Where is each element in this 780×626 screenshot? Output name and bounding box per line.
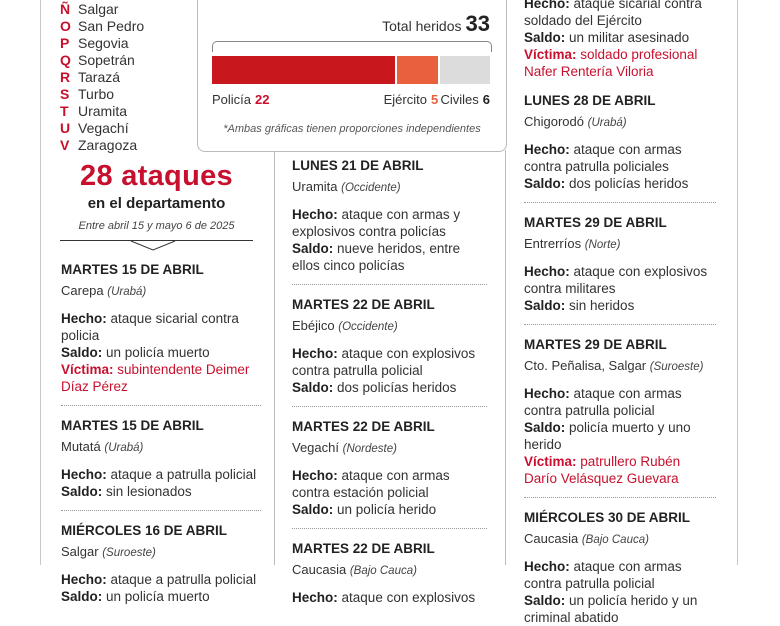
place-name: Cto. Peñalisa, Salgar <box>524 358 647 373</box>
fact-hecho <box>524 0 719 29</box>
fact-saldo-text: un policía herido <box>337 502 437 517</box>
entry-place <box>61 438 261 457</box>
fact-hecho <box>524 263 716 297</box>
fact-hecho-label: Hecho: <box>61 467 107 482</box>
fact-hecho-label: Hecho: <box>524 264 570 279</box>
entry-place <box>524 530 716 549</box>
fact-hecho-text: ataque con armas contra estación policial <box>292 468 450 500</box>
entry-date: MIÉRCOLES 16 DE ABRIL <box>61 523 228 538</box>
fact-hecho-text: ataque a patrulla policial <box>110 467 257 482</box>
fact-saldo-label: Saldo: <box>61 589 103 604</box>
spacer <box>524 549 716 558</box>
timeline-column-3 <box>524 92 716 626</box>
fact-saldo-label: Saldo: <box>524 30 566 45</box>
fact-hecho <box>292 467 487 501</box>
entry-separator <box>524 497 716 499</box>
place-name: Entrerríos <box>524 236 582 251</box>
legend-town: Tarazá <box>78 69 121 85</box>
place-name: Caucasia <box>292 562 347 577</box>
entry-separator <box>524 202 716 204</box>
fact-hecho-text: ataque con explosivos <box>341 590 476 605</box>
attack-entry <box>524 336 716 487</box>
bar-label-value: 6 <box>482 92 490 107</box>
fact-saldo-text: policía muerto y uno herido <box>524 420 691 452</box>
spacer <box>61 301 261 310</box>
bar-label-value: 22 <box>255 92 270 107</box>
bar-label-name: Ejército <box>383 92 427 107</box>
spacer <box>292 197 487 206</box>
fact-hecho <box>292 206 487 240</box>
fact-saldo-text: un policía herido y un criminal abatido <box>524 593 698 625</box>
fact-saldo <box>61 344 261 361</box>
place-region: (Suroeste) <box>649 361 704 373</box>
entry-date: MARTES 22 DE ABRIL <box>292 419 435 434</box>
attack-entry <box>292 418 487 518</box>
fact-saldo <box>524 592 716 626</box>
place-region: (Bajo Cauca) <box>581 534 649 546</box>
bar-label-value: 5 <box>430 92 439 107</box>
fact-hecho-text: ataque con armas contra patrulla policial <box>524 559 682 591</box>
fact-saldo-text: un policía muerto <box>106 345 210 360</box>
legend-letter: U <box>60 120 71 136</box>
attack-entry <box>524 92 716 192</box>
chevron-down-icon <box>130 241 176 251</box>
fact-saldo <box>61 588 261 605</box>
attack-entry <box>524 214 716 314</box>
legend-item <box>60 18 144 34</box>
fact-victima-text: subintendente Deimer Díaz Pérez <box>61 362 250 394</box>
legend-town: Zaragoza <box>78 137 138 153</box>
entry-separator <box>524 324 716 326</box>
legend-item <box>60 103 127 119</box>
place-region: (Occidente) <box>338 321 398 333</box>
legend-letter: P <box>60 35 70 51</box>
fact-hecho-label: Hecho: <box>524 0 570 11</box>
legend-letter: S <box>60 86 70 102</box>
entry-separator <box>292 528 487 530</box>
entry-date: MARTES 29 DE ABRIL <box>524 337 667 352</box>
entry-date: LUNES 28 DE ABRIL <box>524 93 656 108</box>
fact-saldo <box>292 379 487 396</box>
spacer <box>524 376 716 385</box>
chart-note: *Ambas gráficas tienen proporciones independientes <box>223 123 481 135</box>
legend-item <box>60 120 129 136</box>
fact-saldo-label: Saldo: <box>292 502 334 517</box>
entry-place <box>292 561 487 580</box>
fact-hecho-label: Hecho: <box>61 572 107 587</box>
legend-item <box>60 69 120 85</box>
place-name: Mutatá <box>61 439 101 454</box>
entry-place <box>524 235 716 254</box>
place-region: (Occidente) <box>341 182 401 194</box>
fact-saldo-label: Saldo: <box>524 593 566 608</box>
entry-separator <box>292 406 487 408</box>
spacer <box>61 562 261 571</box>
legend-town: Turbo <box>78 86 115 102</box>
legend-letter: Ñ <box>60 1 71 17</box>
fact-saldo <box>524 419 716 453</box>
legend-item <box>60 137 137 153</box>
total-value: 33 <box>465 11 490 36</box>
fact-victima-label: Víctima: <box>61 362 114 377</box>
legend-town: Uramita <box>78 103 128 119</box>
attack-entry <box>524 509 716 626</box>
bar-segment-civiles <box>440 56 490 84</box>
fact-hecho-text: ataque sicarial contra soldado del Ejército <box>524 0 702 28</box>
total-bracket <box>212 41 492 52</box>
fact-hecho-text: ataque con armas contra patrulla policiales <box>524 142 682 174</box>
entry-place <box>292 439 487 458</box>
date-range: Entre abril 15 y mayo 6 de 2025 <box>78 220 235 232</box>
headline-sub: en el departamento <box>87 195 226 212</box>
attack-entry <box>61 522 261 605</box>
place-region: (Norte) <box>584 239 621 251</box>
place-name: Ebéjico <box>292 318 335 333</box>
entry-place <box>292 178 487 197</box>
legend-item <box>60 86 114 102</box>
entry-separator <box>61 510 261 512</box>
fact-hecho-text: ataque sicarial contra policia <box>61 311 239 343</box>
fact-hecho-text: ataque a patrulla policial <box>110 572 257 587</box>
fact-saldo-text: sin heridos <box>569 298 635 313</box>
fact-hecho-label: Hecho: <box>292 590 338 605</box>
fact-hecho <box>524 385 716 419</box>
fact-victima-label: Víctima: <box>524 454 577 469</box>
spacer <box>292 580 487 589</box>
bar-label <box>212 92 270 107</box>
attack-entry <box>292 157 487 274</box>
legend-item <box>60 52 135 68</box>
place-name: Carepa <box>61 283 104 298</box>
legend-letter: V <box>60 137 70 153</box>
place-name: Uramita <box>292 179 338 194</box>
place-region: (Urabá) <box>587 117 627 129</box>
spacer <box>524 254 716 263</box>
fact-saldo <box>524 29 719 46</box>
fact-hecho-label: Hecho: <box>524 559 570 574</box>
total-label: Total heridos <box>382 18 462 34</box>
legend-town: Salgar <box>78 1 119 17</box>
legend-letter: T <box>60 103 69 119</box>
attack-entry <box>292 540 487 606</box>
fact-saldo-text: nueve heridos, entre ellos cinco policías <box>292 241 461 273</box>
entry-date: MARTES 29 DE ABRIL <box>524 215 667 230</box>
fact-saldo-text: sin lesionados <box>106 484 192 499</box>
spacer <box>61 457 261 466</box>
fact-saldo <box>524 297 716 314</box>
attack-entry <box>61 417 261 500</box>
column-divider-1 <box>274 150 275 565</box>
fact-hecho <box>292 345 487 379</box>
entry-separator <box>292 284 487 286</box>
fact-saldo-text: un militar asesinado <box>569 30 690 45</box>
fact-saldo <box>61 483 261 500</box>
fact-saldo-text: un policía muerto <box>106 589 210 604</box>
fact-hecho <box>292 589 487 606</box>
fact-saldo-label: Saldo: <box>524 176 566 191</box>
fact-hecho-label: Hecho: <box>61 311 107 326</box>
place-name: Vegachí <box>292 440 339 455</box>
entry-date: MARTES 15 DE ABRIL <box>61 418 204 433</box>
attack-entry <box>292 296 487 396</box>
attack-entry <box>61 261 261 395</box>
place-name: Chigorodó <box>524 114 584 129</box>
fact-victima <box>524 46 719 80</box>
legend-item <box>60 1 118 17</box>
fact-hecho <box>524 558 716 592</box>
stacked-bar <box>212 56 490 84</box>
spacer <box>524 132 716 141</box>
fact-hecho-label: Hecho: <box>292 468 338 483</box>
fact-hecho <box>61 466 261 483</box>
entry-date: MARTES 22 DE ABRIL <box>292 297 435 312</box>
fact-hecho <box>61 571 261 588</box>
bar-label-name: Policía <box>212 92 252 107</box>
place-region: (Bajo Cauca) <box>349 565 417 577</box>
fact-hecho-label: Hecho: <box>292 207 338 222</box>
fact-hecho-label: Hecho: <box>524 142 570 157</box>
fact-saldo-label: Saldo: <box>524 298 566 313</box>
place-region: (Nordeste) <box>342 443 397 455</box>
spacer <box>292 336 487 345</box>
fact-hecho <box>61 310 261 344</box>
fact-victima-label: Víctima: <box>524 47 577 62</box>
entry-separator <box>61 405 261 407</box>
fact-saldo-label: Saldo: <box>292 380 334 395</box>
legend-letter: R <box>60 69 71 85</box>
column-divider-2 <box>505 150 506 565</box>
entry-date: LUNES 21 DE ABRIL <box>292 158 424 173</box>
fact-saldo-label: Saldo: <box>61 345 103 360</box>
place-region: (Suroeste) <box>102 547 156 559</box>
entry-date: MARTES 15 DE ABRIL <box>61 262 204 277</box>
fact-victima <box>524 453 716 487</box>
entry-place <box>61 282 261 301</box>
legend-town: Vegachí <box>78 120 129 136</box>
total-injured <box>382 11 490 37</box>
fact-hecho <box>524 141 716 175</box>
headline <box>60 158 253 234</box>
bar-label-name: Civiles <box>440 92 479 107</box>
entry-place <box>292 317 487 336</box>
fact-hecho-text: ataque con explosivos contra patrulla policial <box>292 346 476 378</box>
bar-label <box>384 92 439 107</box>
legend-town: San Pedro <box>78 18 145 34</box>
fact-saldo-label: Saldo: <box>61 484 103 499</box>
place-name: Salgar <box>61 544 99 559</box>
place-region: (Urabá) <box>107 286 147 298</box>
entry-place <box>524 357 716 376</box>
bar-segment-ejército <box>397 56 439 84</box>
legend-town: Sopetrán <box>78 52 135 68</box>
fact-saldo <box>292 501 487 518</box>
fact-victima <box>61 361 261 395</box>
entry-date: MARTES 22 DE ABRIL <box>292 541 435 556</box>
entry-place <box>524 113 716 132</box>
frame-left-border <box>40 0 41 565</box>
place-region: (Urabá) <box>104 442 144 454</box>
fact-hecho-text: ataque con armas contra patrulla policial <box>524 386 682 418</box>
fact-saldo-text: dos policías heridos <box>337 380 457 395</box>
legend-town: Segovia <box>78 35 129 51</box>
fact-hecho-label: Hecho: <box>524 386 570 401</box>
fact-saldo <box>524 175 716 192</box>
fact-hecho-text: ataque con explosivos contra militares <box>524 264 708 296</box>
fact-saldo <box>292 240 487 274</box>
injured-chart <box>197 0 507 152</box>
entry-date: MIÉRCOLES 30 DE ABRIL <box>524 510 691 525</box>
legend-item <box>60 35 129 51</box>
attack-count: 28 ataques <box>80 160 233 192</box>
bar-label <box>440 92 490 107</box>
fact-hecho-text: ataque con armas y explosivos contra policías <box>292 207 461 239</box>
spacer <box>292 458 487 467</box>
timeline-column-2 <box>292 157 487 606</box>
fact-hecho-label: Hecho: <box>292 346 338 361</box>
frame-right-border <box>737 0 738 565</box>
timeline-column-3-top <box>524 0 719 80</box>
fact-saldo-text: dos policías heridos <box>569 176 689 191</box>
fact-saldo-label: Saldo: <box>292 241 334 256</box>
entry-place <box>61 543 261 562</box>
fact-saldo-label: Saldo: <box>524 420 566 435</box>
fact-victima-text: soldado profesional Nafer Rentería Viloria <box>524 47 698 79</box>
legend-letter: Q <box>60 52 71 68</box>
timeline-column-1 <box>61 261 261 605</box>
bar-segment-policía <box>212 56 395 84</box>
fact-victima-text: patrullero Rubén Darío Velásquez Guevara <box>524 454 681 486</box>
place-name: Caucasia <box>524 531 579 546</box>
legend-letter: O <box>60 18 71 34</box>
